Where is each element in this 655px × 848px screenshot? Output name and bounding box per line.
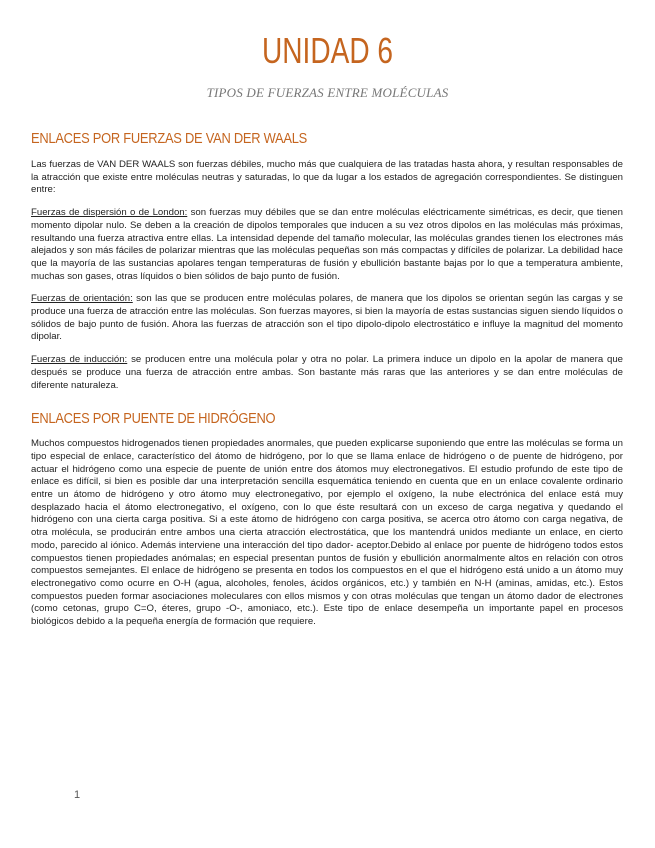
unit-title: UNIDAD 6	[261, 30, 394, 71]
orientation-forces-term: Fuerzas de orientación:	[31, 293, 133, 305]
van-der-waals-intro: Las fuerzas de VAN DER WAALS son fuerzas débiles, mucho más que cualquiera de las tratadas hasta ahora, y resultan responsables de la atracción que existe entre moléculas neutras y saturadas, lo que da lugar a los estados de agregación correspondientes. Se distinguen entre:	[31, 159, 623, 196]
orientation-forces-text: son las que se producen entre moléculas polares, de manera que los dipolos se orientan según las cargas y se produce una fuerza de atracción entre las moléculas. Son fuerzas mayores, si bien la mayoría de estas sustancias siguen siendo líquidos o sólidos de bajo punto de fusión. Ahora las fuerzas de atracción son el tipo dipolo-dipolo electrostático e influye la magnitud del momento dipolar.	[31, 293, 623, 343]
section-heading-van-der-waals: ENLACES POR FUERZAS DE VAN DER WAALS	[31, 130, 308, 147]
induction-forces-paragraph	[31, 354, 623, 392]
hydrogen-bond-paragraph: Muchos compuestos hidrogenados tienen propiedades anormales, que pueden explicarse suponiendo que entre las moléculas se forma un tipo especial de enlace, característico del átomo de hidrógeno, por lo que se llama enlace de hidrógeno o de puente de hidrógeno, por actuar el hidrógeno como una especie de puente de unión entre dos átomos muy electronegativos. El estudio profundo de este tipo de enlace es difícil, si bien es posible dar una interpretación sencilla esquemática teniendo en cuenta que en un enlace covalente ordinario entre un átomo de hidrógeno y otro átomo muy electronegativo, por ejemplo el oxígeno, la nube electrónica del enlace está muy desplazado hacia el átomo electronegativo, el oxígeno, con lo que éste resultará con un exceso de carga negativa y quedando el hidrógeno con una cierta carga positiva. Si a este átomo de hidrógeno con carga positiva, se acerca otro átomo con carga negativa, de otra molécula, se producirán entre ambos una cierta atracción electrostática, que los mantendrá unidos mediante un enlace, en cierto modo, parecido al iónico. Además interviene una interacción del tipo dador- aceptor.Debido al enlace por puente de hidrógeno todos estos compuestos tienen propiedades anómalas; en especial presentan puntos de fusión y ebullición anormalmente altos en relación con otros compuestos semejantes. El enlace de hidrógeno se presenta en todos los compuestos en el que el hidrógeno está unido a un átomo muy electronegativo como ocurre en O-H (agua, alcoholes, fenoles, ácidos orgánicos, etc.) y también en N-H (aminas, amidas, etc.). Estos compuestos pueden formar asociaciones moleculares con ellos mismos y con otras moléculas que tengan un átomo dador de electrones (como cetonas, grupo C=O, éteres, grupo -O-, amoniaco, etc.). Este tipo de enlace desempeña un importante papel en procesos biológicos debido a la pequeña energía de formación que requiere.	[31, 438, 623, 628]
london-forces-text: son fuerzas muy débiles que se dan entre moléculas eléctricamente simétricas, es decir, que tienen momento dipolar nulo. Se deben a la creación de dipolos temporales que inducen a su vez otros dipolos en las moléculas más próximas, resultando una fuerza atractiva entre ellas. La intensidad depende del tamaño molecular, las moléculas grandes tienen los electrones más alejados y son más fáciles de polarizar mientras que las moléculas pequeñas son más compactas y difíciles de polarizar. La debilidad hace que la mayoría de las sustancias apolares tengan temperaturas de fusión y ebullición bastante bajas por lo que a temperatura ambiente, muchas son gases, otras líquidos o bien sólidos de bajo punto de fusión.	[31, 207, 623, 282]
london-forces-paragraph	[31, 207, 623, 283]
induction-forces-term: Fuerzas de inducción:	[31, 354, 128, 366]
unit-subtitle: TIPOS DE FUERZAS ENTRE MOLÉCULAS	[206, 85, 449, 100]
london-forces-term: Fuerzas de dispersión o de London:	[31, 207, 188, 219]
orientation-forces-paragraph	[31, 293, 623, 344]
section-heading-hydrogen-bond: ENLACES POR PUENTE DE HIDRÓGENO	[31, 410, 276, 428]
page-number: 1	[74, 789, 81, 801]
document-body	[31, 130, 623, 629]
induction-forces-text: se producen entre una molécula polar y otra no polar. La primera induce un dipolo en la apolar de manera que después se produce una fuerza de atracción entre ambas. Son bastante más raras que las anteriores y se dan entre moléculas de diferente naturaleza.	[31, 354, 624, 391]
